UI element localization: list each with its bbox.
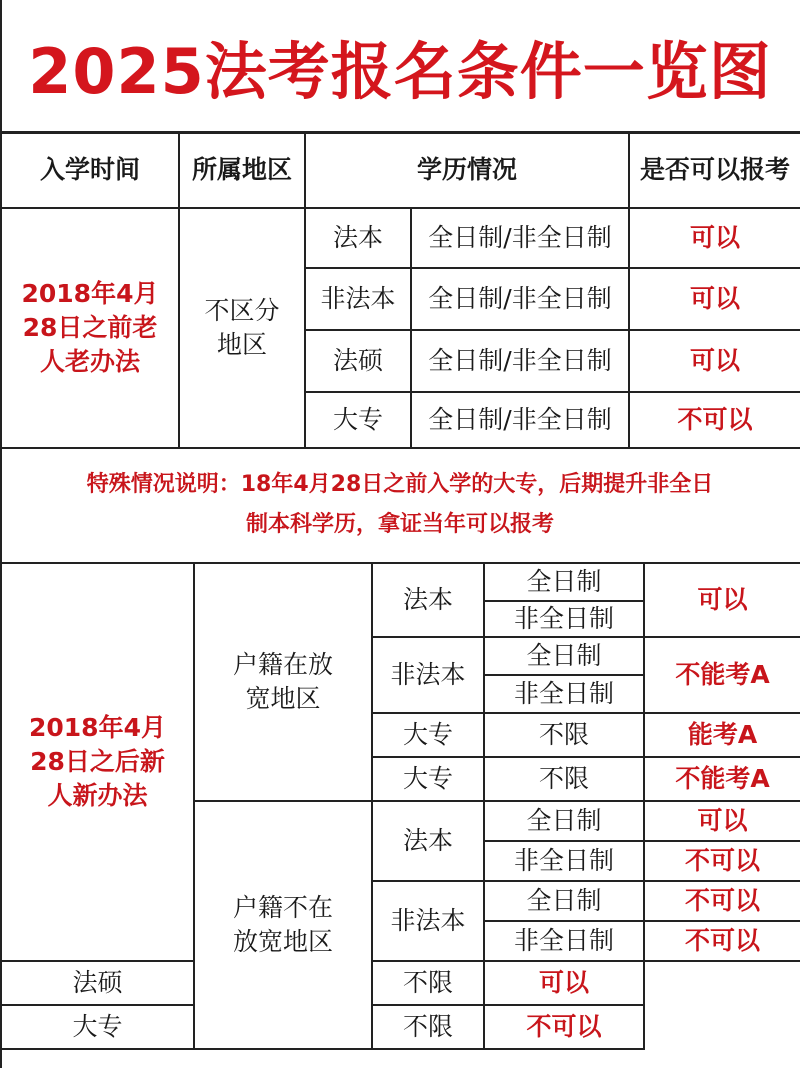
page-title: 2025法考报名条件一览图: [0, 0, 800, 134]
mode-cell: 非全日制: [484, 921, 644, 961]
header-region: 所属地区: [179, 132, 305, 208]
mode-cell: 全日制/非全日制: [411, 392, 629, 448]
result-cell: 不能考A: [644, 637, 800, 713]
result-cell: 不能考A: [644, 757, 800, 801]
header-time: 入学时间: [1, 132, 179, 208]
result-cell: 可以: [629, 208, 800, 268]
mode-cell: 全日制: [484, 881, 644, 921]
result-cell: 可以: [629, 268, 800, 330]
header-eligible: 是否可以报考: [629, 132, 800, 208]
result-cell: 不可以: [644, 881, 800, 921]
table-row: [1, 961, 800, 1005]
result-cell: 可以: [629, 330, 800, 392]
mode-cell: 全日制: [484, 563, 644, 601]
degree-cell: 大专: [1, 1005, 194, 1049]
header-education: 学历情况: [305, 132, 629, 208]
result-cell: 可以: [484, 961, 644, 1005]
mode-cell: 全日制/非全日制: [411, 268, 629, 330]
degree-cell: 法本: [372, 801, 484, 881]
degree-cell: 法硕: [1, 961, 194, 1005]
mode-cell: 不限: [372, 961, 484, 1005]
region-a-cell: 户籍在放 宽地区: [194, 563, 372, 801]
mode-cell: 全日制/非全日制: [411, 208, 629, 268]
result-cell: 不可以: [484, 1005, 644, 1049]
table-row: [1, 208, 800, 268]
result-cell: 可以: [644, 801, 800, 841]
table-row: [1, 563, 800, 601]
result-cell: 不可以: [644, 921, 800, 961]
mode-cell: 非全日制: [484, 675, 644, 713]
degree-cell: 非法本: [305, 268, 411, 330]
degree-cell: 大专: [305, 392, 411, 448]
special-note: [0, 448, 800, 564]
old-time-cell: 2018年4月 28日之前老 人老办法: [1, 208, 179, 448]
result-cell: 不可以: [644, 841, 800, 881]
mode-cell: 全日制: [484, 637, 644, 675]
result-cell: 不可以: [629, 392, 800, 448]
degree-cell: 大专: [372, 713, 484, 757]
header-row: [1, 132, 800, 208]
mode-cell: 非全日制: [484, 601, 644, 637]
table-row: [1, 1005, 800, 1049]
result-cell: 能考A: [644, 713, 800, 757]
degree-cell: 非法本: [372, 637, 484, 713]
note-line-1: 特殊情况说明：18年4月28日之前入学的大专，后期提升非全日: [86, 472, 714, 497]
mode-cell: 全日制: [484, 801, 644, 841]
new-time-cell: 2018年4月 28日之后新 人新办法: [1, 563, 194, 961]
result-cell: 可以: [644, 563, 800, 637]
mode-cell: 不限: [372, 1005, 484, 1049]
region-b-cell: 户籍不在 放宽地区: [194, 801, 372, 1049]
mode-cell: 不限: [484, 757, 644, 801]
degree-cell: 非法本: [372, 881, 484, 961]
degree-cell: 大专: [372, 757, 484, 801]
mode-cell: 不限: [484, 713, 644, 757]
mode-cell: 全日制/非全日制: [411, 330, 629, 392]
note-line-2: 制本科学历，拿证当年可以报考: [245, 512, 554, 537]
degree-cell: 法本: [305, 208, 411, 268]
new-rules-table: [0, 562, 800, 1050]
old-rules-table: [0, 131, 800, 449]
old-region-cell: 不区分 地区: [179, 208, 305, 448]
degree-cell: 法硕: [305, 330, 411, 392]
degree-cell: 法本: [372, 563, 484, 637]
mode-cell: 非全日制: [484, 841, 644, 881]
